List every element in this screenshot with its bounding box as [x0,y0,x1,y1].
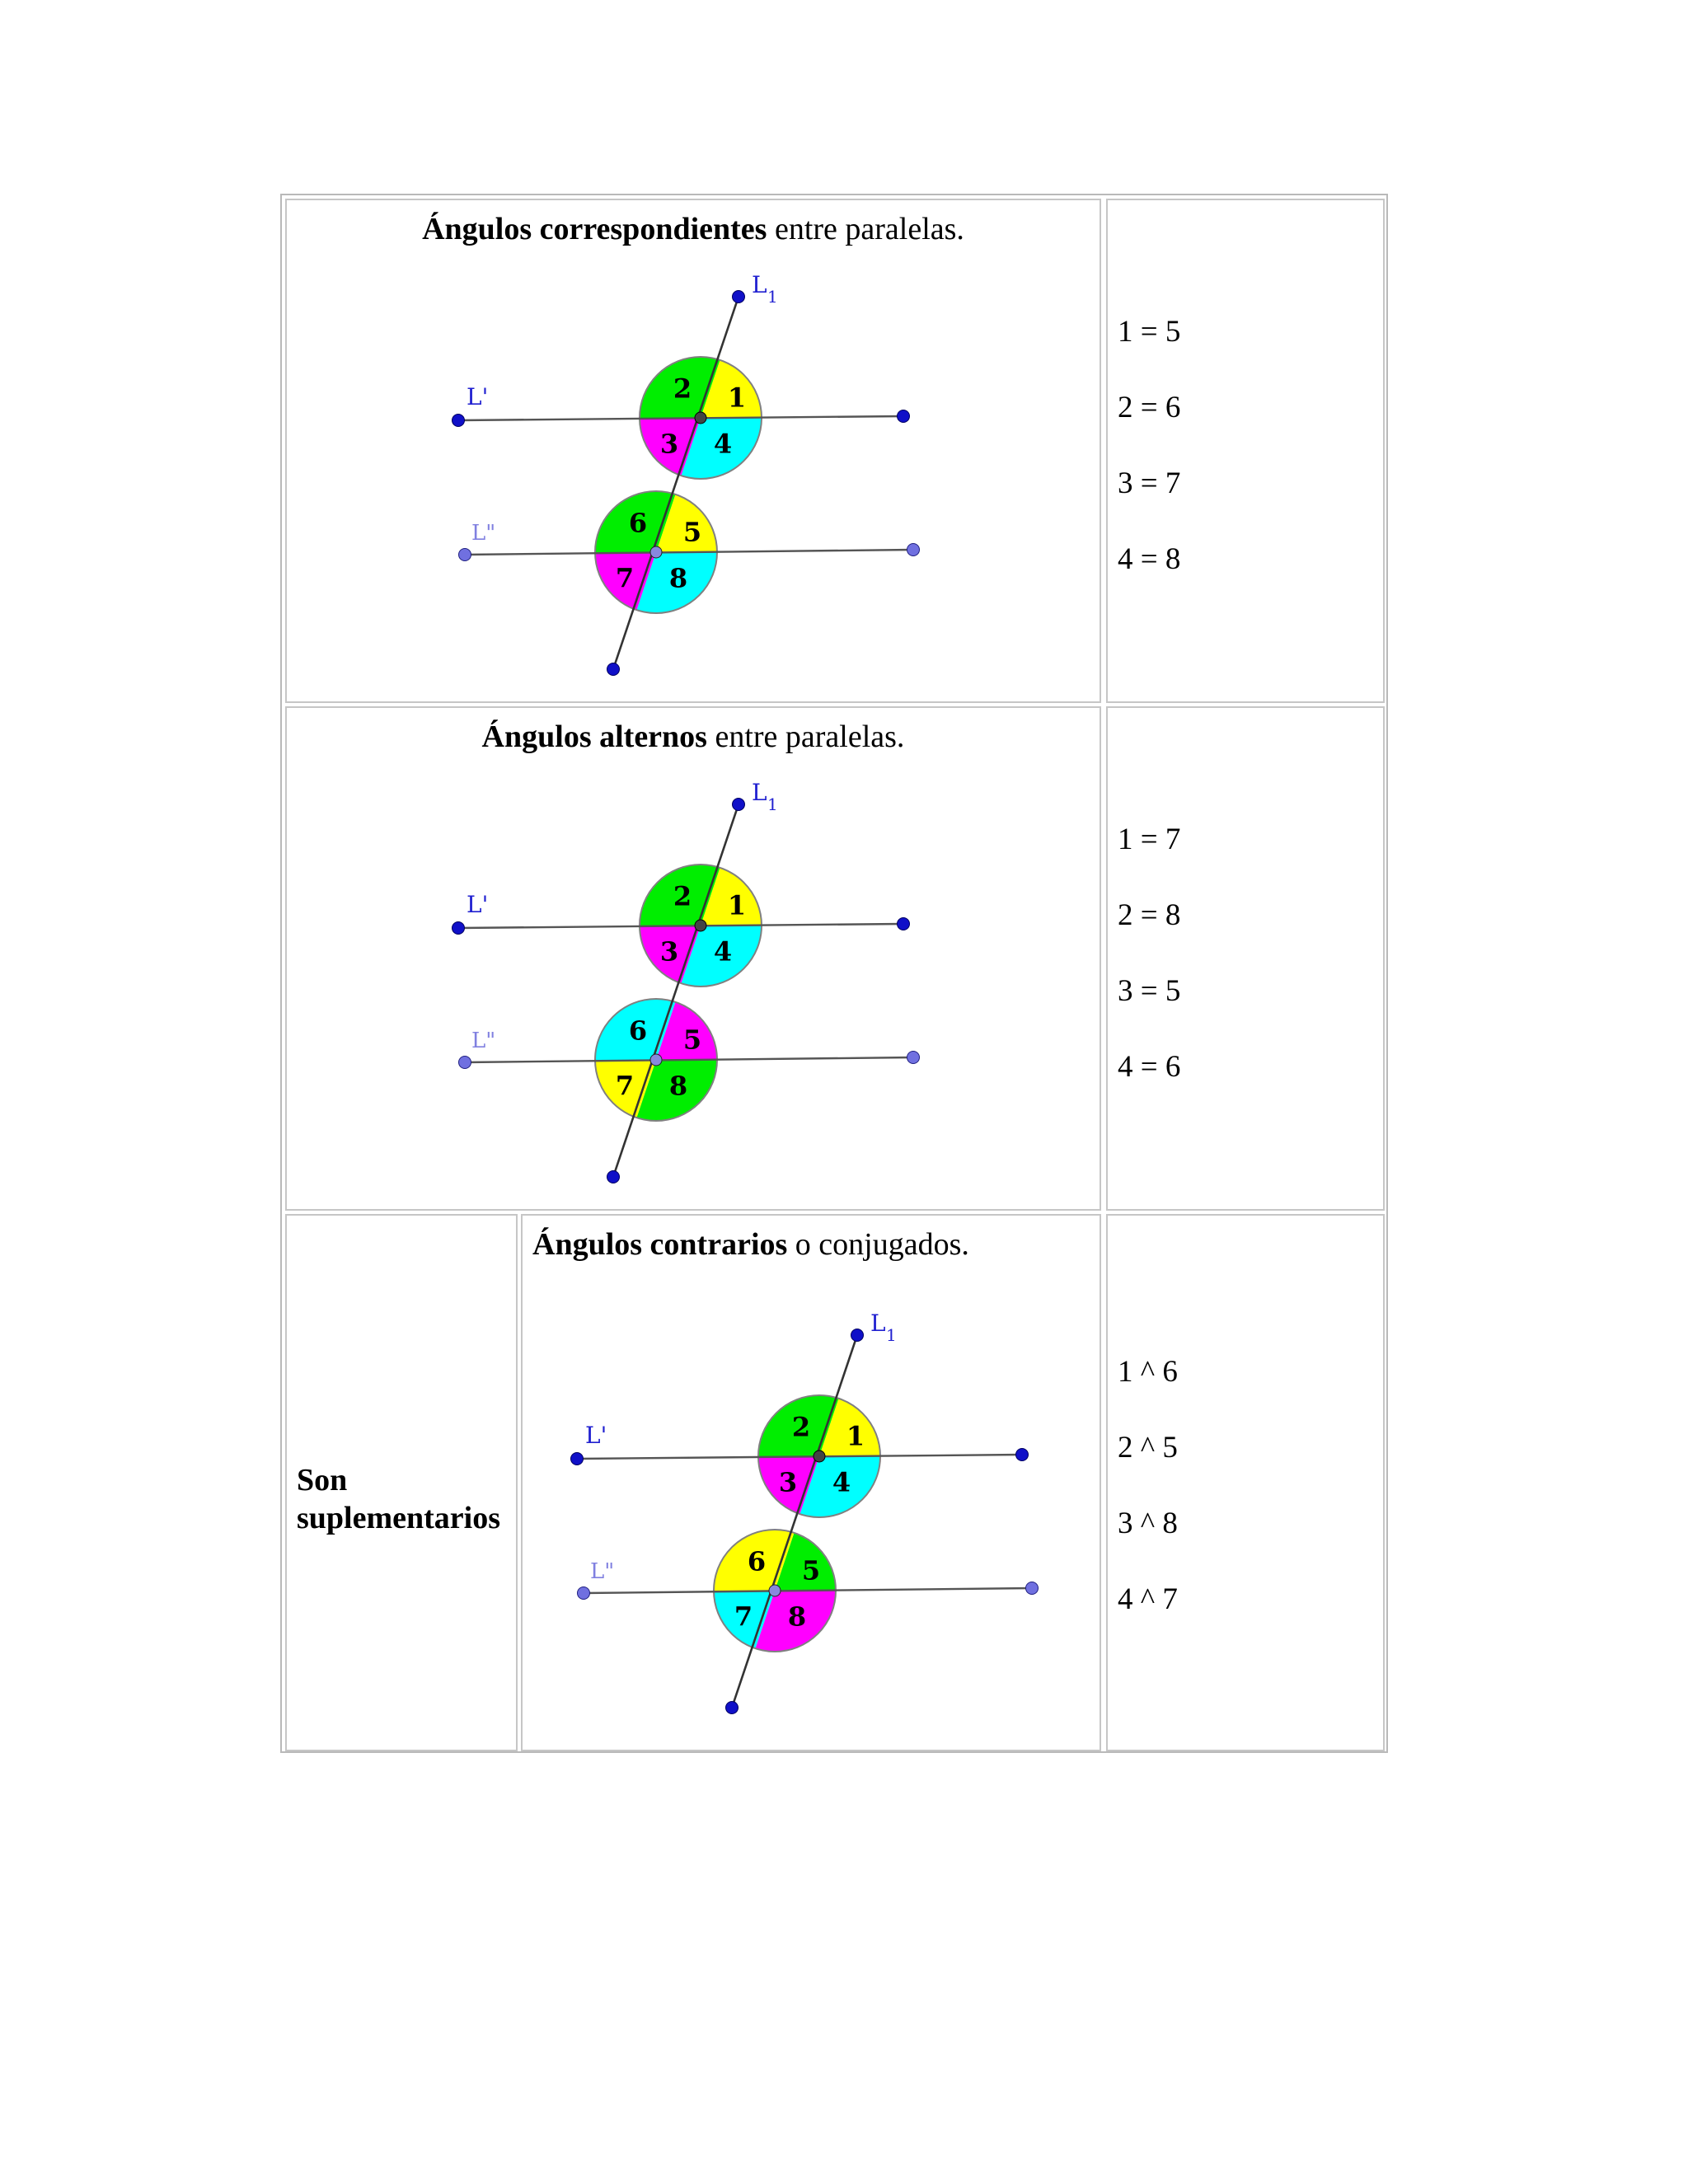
equality-2: 2 = 6 [1118,391,1181,424]
label-transversal-subscript: 1 [767,794,778,814]
point-l-prime-left [452,922,465,935]
angle-number-6: 6 [628,507,648,539]
label-l-prime: L' [467,383,489,410]
intersection-top [695,920,706,931]
angle-number-4: 4 [832,1466,851,1498]
angle-number-6: 6 [628,1015,648,1047]
equality-4: 4 = 6 [1118,1050,1181,1084]
angle-number-1: 1 [727,382,747,414]
transversal-line [613,804,738,1177]
angle-number-2: 2 [791,1411,811,1443]
label-l-double-prime: L" [471,521,496,546]
equality-2: 2 = 8 [1118,898,1181,932]
diagram-alternate [458,779,920,1202]
label-transversal: L [752,779,767,806]
label-l-prime: L' [585,1422,607,1449]
cell-corresponding-diagram [285,199,1101,703]
equality-3: 3 = 5 [1118,974,1181,1008]
point-l-prime-right [898,410,910,423]
intersection-bottom [650,1054,662,1066]
equality-4: 4 = 8 [1118,542,1181,576]
point-transversal-top [733,799,745,811]
point-l-prime-left [571,1453,584,1465]
angle-number-4: 4 [713,428,733,460]
angle-number-1: 1 [846,1420,865,1452]
equality-1: 1 = 5 [1118,315,1181,349]
point-transversal-top [733,291,745,303]
label-transversal: L [870,1310,886,1337]
point-l-prime-right [1016,1449,1029,1461]
angle-number-8: 8 [787,1601,807,1633]
angle-number-3: 3 [659,935,679,968]
cell-supplementary-label [285,1214,518,1751]
point-l-double-prime-right [907,544,920,556]
title-corresponding: Ángulos correspondientes entre paralelas. [422,212,964,246]
label-transversal-subscript: 1 [767,287,778,307]
point-l-double-prime-left [459,1057,471,1069]
angle-number-8: 8 [668,562,688,594]
diagram-contrary [577,1310,1039,1733]
point-transversal-bottom [607,663,620,676]
angle-number-7: 7 [615,1070,635,1102]
angle-number-3: 3 [778,1466,798,1498]
point-l-prime-left [452,415,465,427]
angle-number-5: 5 [682,1024,702,1056]
title-contrary: Ángulos contrarios o conjugados. [532,1227,969,1262]
label-l-prime: L' [467,891,489,918]
cell-contrary-pairs [1106,1214,1385,1751]
point-l-double-prime-left [578,1587,590,1600]
point-transversal-bottom [607,1171,620,1183]
point-l-double-prime-left [459,549,471,561]
diagram-corresponding [458,271,920,695]
pair-2: 2 ^ 5 [1118,1431,1178,1465]
pair-3: 3 ^ 8 [1118,1507,1178,1540]
intersection-bottom [769,1585,781,1596]
point-l-double-prime-right [1026,1582,1039,1595]
point-l-double-prime-right [907,1052,920,1064]
angle-number-6: 6 [747,1545,767,1577]
angle-number-7: 7 [734,1601,753,1633]
cell-alternate-diagram [285,706,1101,1211]
angle-number-3: 3 [659,428,679,460]
intersection-bottom [650,546,662,558]
angle-number-1: 1 [727,889,747,921]
angle-number-2: 2 [673,373,692,405]
equality-3: 3 = 7 [1118,466,1181,500]
angle-number-5: 5 [682,516,702,548]
label-transversal-subscript: 1 [886,1325,897,1345]
angles-table [280,194,1388,1753]
angle-number-8: 8 [668,1070,688,1102]
point-transversal-bottom [726,1702,738,1714]
label-l-double-prime: L" [471,1029,496,1053]
cell-corresponding-equalities [1106,199,1385,703]
angle-number-7: 7 [615,562,635,594]
angle-number-4: 4 [713,935,733,968]
cell-alternate-equalities [1106,706,1385,1211]
angle-number-5: 5 [801,1554,821,1586]
label-l-double-prime: L" [590,1559,615,1584]
label-transversal: L [752,271,767,298]
supplementary-label: Son suplementarios [297,1463,500,1535]
point-transversal-top [851,1329,864,1342]
transversal-line [613,297,738,669]
cell-contrary-diagram [521,1214,1101,1751]
pair-1: 1 ^ 6 [1118,1355,1178,1389]
intersection-top [814,1451,825,1462]
angle-number-2: 2 [673,880,692,912]
transversal-line [732,1335,857,1708]
intersection-top [695,412,706,424]
pair-4: 4 ^ 7 [1118,1582,1178,1616]
title-alternate: Ángulos alternos entre paralelas. [481,719,905,754]
point-l-prime-right [898,918,910,930]
equality-1: 1 = 7 [1118,823,1181,856]
